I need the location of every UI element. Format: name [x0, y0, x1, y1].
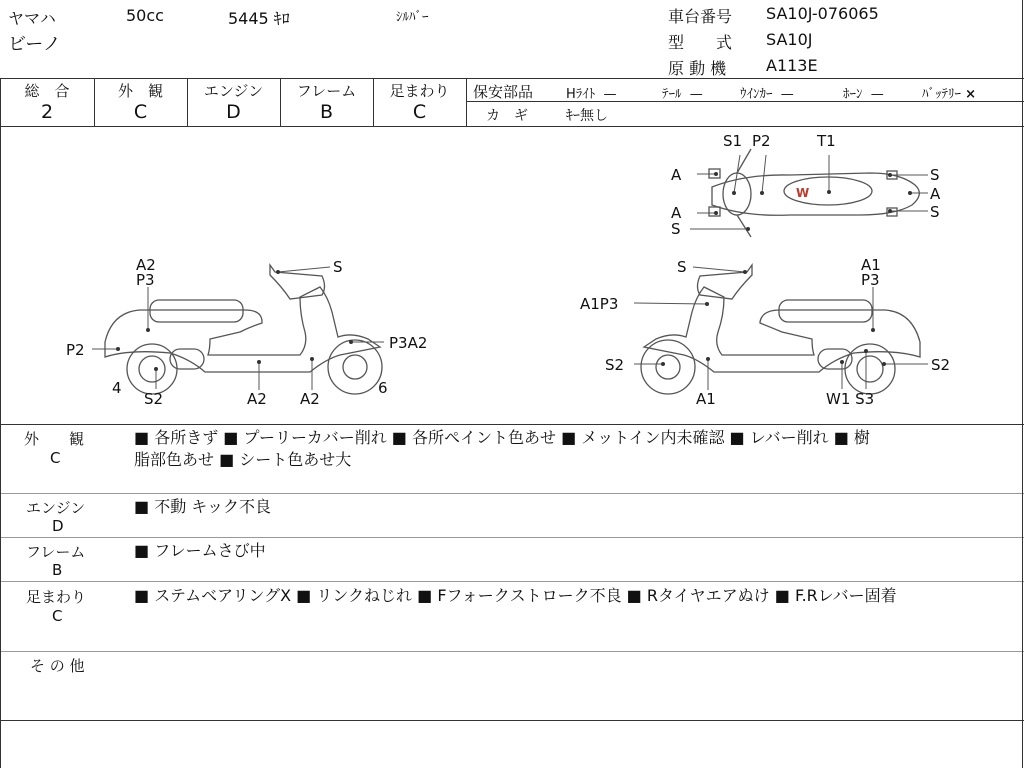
safety-item-battery: [922, 83, 976, 102]
divider: [466, 78, 467, 126]
label-a2: A2: [300, 390, 320, 408]
safety-item-headlight: [566, 83, 617, 102]
safety-item-name: ﾎｰﾝ: [843, 87, 863, 102]
safety-item-tail: [662, 83, 703, 102]
label-s1: S1: [723, 132, 743, 150]
label-a: A: [671, 166, 682, 184]
safety-item-name: ｳｲﾝｶｰ: [740, 87, 773, 102]
safety-item-horn: [843, 83, 884, 102]
top-view-scooter: [709, 149, 919, 237]
label-a: A: [930, 185, 941, 203]
model-name: ビーノ: [8, 34, 61, 55]
note-grade-frame: B: [52, 561, 63, 579]
note-text-exterior-line2: 脂部色あせ ■ シート色あせ大: [134, 450, 352, 469]
divider: [1022, 0, 1023, 768]
type-label: 型 式: [668, 33, 733, 52]
displacement: 50cc: [126, 6, 164, 25]
label-t1: T1: [817, 132, 836, 150]
note-grade-suspension: C: [52, 607, 63, 625]
grade-label-frame: フレーム: [296, 82, 357, 100]
type-value: SA10J: [766, 30, 813, 49]
label-s2: S2: [605, 356, 625, 374]
label-p2: P2: [66, 341, 85, 359]
grade-label-engine: エンジン: [203, 82, 264, 100]
brand-logo-icon: W: [796, 186, 810, 200]
note-text-exterior-line1: ■ 各所きず ■ プーリーカバー削れ ■ 各所ペイント色あせ ■ メットイン内未確認 ■ レバー削れ ■ 樹: [134, 428, 870, 447]
label-6: 6: [378, 379, 388, 397]
safety-item-winker: [740, 83, 794, 102]
note-text-suspension: ■ ステムベアリングX ■ リンクねじれ ■ Fフォークストローク不良 ■ Rタイヤエアぬけ ■ F.Rレバー固着: [134, 586, 897, 605]
safety-item-mark: ×: [965, 87, 977, 102]
safety-item-name: ﾃｰﾙ: [662, 87, 682, 102]
divider: [0, 581, 1024, 582]
label-4: 4: [112, 379, 122, 397]
grade-value-exterior: C: [133, 101, 148, 123]
grade-value-suspension: C: [412, 101, 427, 123]
maker: ヤマハ: [8, 9, 56, 28]
label-s: S: [930, 203, 940, 221]
chassis-label: 車台番号: [668, 7, 733, 26]
label-s2: S2: [144, 390, 164, 408]
grade-label-suspension: 足まわり: [389, 82, 450, 100]
note-text-engine: ■ 不動 キック不良: [134, 497, 271, 516]
grade-label-exterior: 外 観: [117, 82, 163, 100]
engine-label: 原 動 機: [668, 59, 727, 78]
grade-value-frame: B: [319, 101, 334, 123]
grade-label-overall: 総 合: [24, 82, 70, 100]
note-grade-engine: D: [52, 517, 64, 535]
label-a1p3: A1P3: [580, 295, 619, 313]
scooter-damage-diagram: [0, 127, 1022, 424]
color: ｼﾙﾊﾞｰ: [396, 10, 429, 25]
label-p3: P3: [861, 271, 880, 289]
note-label-suspension: 足まわり: [26, 588, 87, 606]
label-p2: P2: [752, 132, 771, 150]
grade-value-overall: 2: [40, 101, 54, 123]
label-s: S: [333, 258, 343, 276]
grade-value-engine: D: [226, 101, 241, 123]
note-label-other: そ の 他: [30, 657, 85, 675]
safety-item-mark: —: [689, 87, 703, 102]
key-label: カ ギ: [486, 108, 528, 124]
engine-value: A113E: [766, 56, 818, 75]
label-p3: P3: [136, 271, 155, 289]
label-a2: A2: [136, 256, 156, 274]
divider: [0, 537, 1024, 538]
safety-title: 保安部品: [473, 83, 534, 101]
note-grade-exterior: C: [50, 449, 61, 467]
label-a: A: [671, 204, 682, 222]
safety-item-name: Hﾗｲﾄ: [566, 87, 596, 102]
divider: [0, 78, 1024, 79]
divider: [0, 493, 1024, 494]
note-text-frame: ■ フレームさび中: [134, 541, 266, 560]
label-a2: A2: [247, 390, 267, 408]
mileage: 5445 ｷﾛ: [228, 9, 290, 28]
key-value: ｷｰ無し: [566, 108, 608, 124]
label-s: S: [677, 258, 687, 276]
safety-item-mark: —: [603, 87, 617, 102]
note-label-frame: フレーム: [26, 543, 86, 561]
label-a1: A1: [861, 256, 881, 274]
safety-item-name: ﾊﾞｯﾃﾘｰ: [922, 87, 961, 102]
label-s2: S2: [931, 356, 951, 374]
divider: [0, 424, 1024, 425]
divider: [0, 720, 1024, 721]
label-w1s3: W1 S3: [826, 390, 875, 408]
chassis-value: SA10J-076065: [766, 4, 879, 23]
safety-item-mark: —: [870, 87, 884, 102]
label-s: S: [671, 220, 681, 238]
label-s: S: [930, 166, 940, 184]
note-label-exterior: 外 観: [24, 430, 85, 448]
label-a1: A1: [696, 390, 716, 408]
label-p3a2: P3A2: [389, 334, 428, 352]
safety-item-mark: —: [780, 87, 794, 102]
divider: [0, 651, 1024, 652]
note-label-engine: エンジン: [26, 499, 86, 517]
